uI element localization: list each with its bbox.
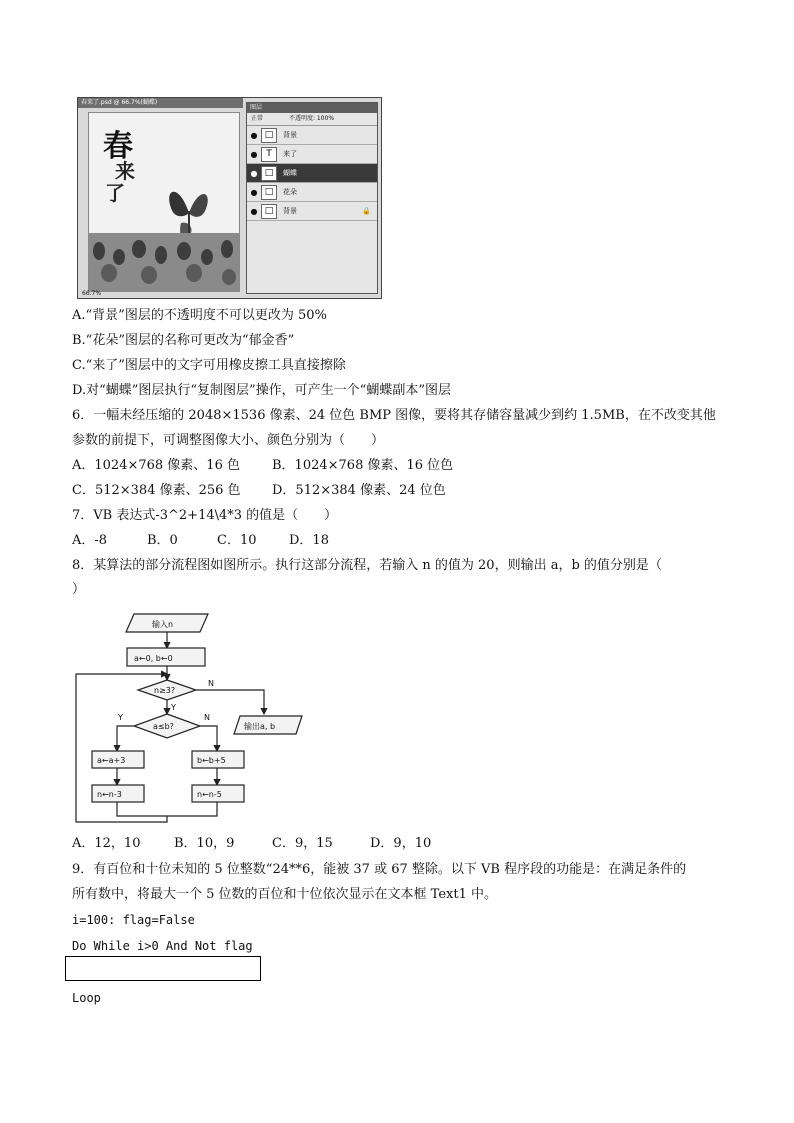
q8-option-d: D．9，10 (370, 836, 432, 851)
q5-option-a: A.“背景”图层的不透明度不可以更改为 50% (72, 308, 327, 323)
cond1-label: n≥3? (154, 686, 176, 695)
q6-stem-line2: 参数的前提下，可调整图像大小、颜色分别为（ ） (72, 433, 385, 448)
layer-name: 背景 (283, 131, 297, 139)
layer-name: 来了 (283, 150, 297, 158)
input-label: 输入n (152, 620, 174, 629)
opacity-field[interactable]: 不透明度: 100% (288, 115, 335, 122)
eye-icon[interactable]: ● (250, 187, 258, 197)
q9-stem-line2: 所有数中，将最大一个 5 位数的百位和十位依次显示在文本框 Text1 中。 (72, 887, 497, 902)
flowchart (72, 606, 312, 828)
cond1-yes-label: Y (171, 703, 176, 712)
poem-char-2: 来 (115, 159, 135, 183)
layers-panel-title: 图层 (247, 103, 377, 113)
layers-options (247, 113, 377, 126)
q8-stem-line1: 8．某算法的部分流程图如图所示。执行这部分流程，若输入 n 的值为 20，则输出 a，b 的值分别是（ (72, 558, 662, 573)
code-blank-box (65, 956, 261, 981)
q6-option-a: A．1024×768 像素、16 色 (72, 458, 240, 473)
eye-icon[interactable]: ● (250, 130, 258, 140)
status-bar: 66.7% (82, 290, 102, 297)
q8-option-a: A．12，10 (72, 836, 141, 851)
eye-icon[interactable]: ● (250, 168, 258, 178)
layer-row[interactable] (247, 202, 377, 221)
a-step-label: a←a+3 (97, 756, 126, 765)
lock-icon: 🔒 (362, 207, 371, 215)
cond2-label: a≤b? (153, 722, 174, 731)
q8-option-c: C．9，15 (272, 836, 333, 851)
q7-option-b: B．0 (147, 533, 178, 548)
q6-options-row2 (72, 483, 446, 499)
photoshop-screenshot (77, 97, 382, 299)
q8-stem-line2: ） (72, 582, 86, 597)
tulip-field-image (89, 233, 239, 291)
q9-code-line3: Loop (72, 991, 101, 1005)
layer-row-selected[interactable] (247, 164, 377, 183)
cond2-no-label: N (204, 713, 210, 722)
poem-char-1: 春 (103, 129, 133, 164)
b-step-label: b←b+5 (197, 756, 226, 765)
layer-name: 花朵 (283, 188, 297, 196)
q9-code-line1: i=100: flag=False (72, 913, 195, 927)
q9-code-line2: Do While i>0 And Not flag (72, 939, 253, 953)
image-canvas (88, 112, 240, 292)
cond2-yes-label: Y (118, 713, 123, 722)
output-label: 输出a, b (244, 722, 276, 731)
eye-icon[interactable]: ● (250, 149, 258, 159)
n-step2-label: n←n-5 (197, 790, 222, 799)
q5-option-c: C.“来了”图层中的文字可用橡皮擦工具直接擦除 (72, 358, 346, 373)
q5-option-d: D.对“蝴蝶”图层执行“复制图层”操作，可产生一个“蝴蝶副本”图层 (72, 383, 451, 398)
poem-char-3: 了 (105, 181, 125, 205)
layer-row[interactable] (247, 126, 377, 145)
q6-option-d: D．512×384 像素、24 位色 (272, 483, 446, 498)
blend-mode-select[interactable]: 正常 (251, 115, 264, 122)
layer-row[interactable] (247, 183, 377, 202)
q6-option-c: C．512×384 像素、256 色 (72, 483, 241, 498)
canvas-title: 春来了.psd @ 66.7%(蝴蝶) (78, 98, 243, 108)
n-step1-label: n←n-3 (97, 790, 122, 799)
q7-options (72, 533, 329, 549)
q7-option-d: D．18 (289, 533, 329, 548)
layer-row[interactable] (247, 145, 377, 164)
layer-name: 蝴蝶 (283, 169, 297, 177)
q6-stem-line1: 6．一幅未经压缩的 2048×1536 像素、24 位色 BMP 图像，要将其存储容量减少到约 1.5MB，在不改变其他 (72, 408, 716, 423)
q6-option-b: B．1024×768 像素、16 位色 (272, 458, 454, 473)
cond1-no-label: N (208, 679, 214, 688)
layer-thumbnail: □ (261, 128, 277, 143)
init-label: a←0, b←0 (134, 654, 173, 663)
layers-panel (246, 102, 378, 294)
q7-option-a: A．-8 (72, 533, 108, 548)
q5-option-b: B.“花朵”图层的名称可更改为“郁金香” (72, 333, 295, 348)
q7-option-c: C．10 (217, 533, 257, 548)
q6-options-row1 (72, 458, 453, 474)
layer-thumbnail: □ (261, 166, 277, 181)
layer-name: 背景 (283, 207, 297, 215)
q7-stem: 7．VB 表达式-3^2+14\4*3 的值是（ ） (72, 508, 338, 523)
q8-option-b: B．10，9 (174, 836, 235, 851)
q9-stem-line1: 9．有百位和十位未知的 5 位整数“24**6，能被 37 或 67 整除。以下 VB 程序段的功能是：在满足条件的 (72, 862, 687, 877)
eye-icon[interactable]: ● (250, 206, 258, 216)
text-layer-icon: T (261, 147, 277, 162)
layer-thumbnail: □ (261, 204, 277, 219)
q8-options (72, 836, 431, 852)
layer-thumbnail: □ (261, 185, 277, 200)
